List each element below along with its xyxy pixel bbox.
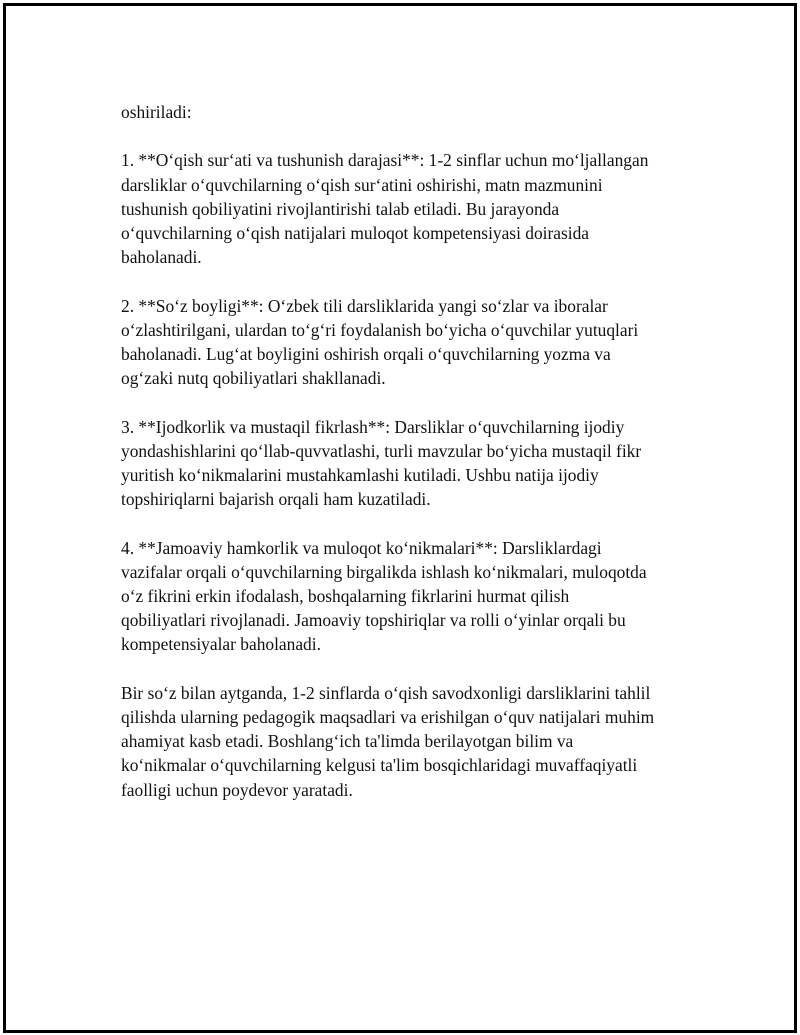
intro-text: oshiriladi: — [121, 102, 192, 122]
document-body — [121, 100, 696, 826]
page-frame — [3, 3, 797, 1033]
list-item-3: 3. **Ijodkorlik va mustaqil fikrlash**: Darsliklar o‘quvchilarning ijodiy yondashishlarini qo‘llab-quvvatlashi, turli mavzular bo‘yicha mustaqil fikr yuritish ko‘nikmalarini mustahkamlashi kutiladi. Ushbu natija ijodiy topshiriqlarni bajarish orqali ham kuzatiladi. — [121, 416, 642, 510]
list-item-2: 2. **So‘z boyligi**: O‘zbek tili darsliklarida yangi so‘zlar va iboralar o‘zlashtirilgani, ulardan to‘g‘ri foydalanish bo‘yicha o‘quvchilar yutuqlari baholanadi. Lug‘at boyligini oshirish orqali o‘quvchilarning yozma va og‘zaki nutq qobiliyatlari shakllanadi. — [121, 295, 639, 389]
conclusion-text: Bir so‘z bilan aytganda, 1-2 sinflarda o‘qish savodxonligi darsliklarini tahlil qilishda ularning pedagogik maqsadlari va erishilgan o‘quv natijalari muhim ahamiyat kasb etadi. Boshlang‘ich ta'limda berilayotgan bilim va ko‘nikmalar o‘quvchilarning kelgusi ta'lim bosqichlaridagi muvaffaqiyatli faolligi uchun poydevor yaratadi. — [121, 682, 655, 800]
list-item-1: 1. **O‘qish sur‘ati va tushunish darajasi**: 1-2 sinflar uchun mo‘ljallangan darsliklar o‘quvchilarning o‘qish sur‘atini oshirishi, matn mazmunini tushunish qobiliyatini rivojlantirishi talab etiladi. Bu jarayonda o‘quvchilarning o‘qish natijalari muloqot kompetensiyasi doirasida baholanadi. — [121, 150, 649, 268]
list-item-4: 4. **Jamoaviy hamkorlik va muloqot ko‘nikmalari**: Darsliklardagi vazifalar orqali o‘quvchilarning birgalikda ishlash ko‘nikmalari, muloqotda o‘z fikrini erkin ifodalash, boshqalarning fikrlarini hurmat qilish qobiliyatlari rivojlanadi. Jamoaviy topshiriqlar va rolli o‘yinlar orqali bu kompetensiyalar baholanadi. — [121, 537, 647, 655]
